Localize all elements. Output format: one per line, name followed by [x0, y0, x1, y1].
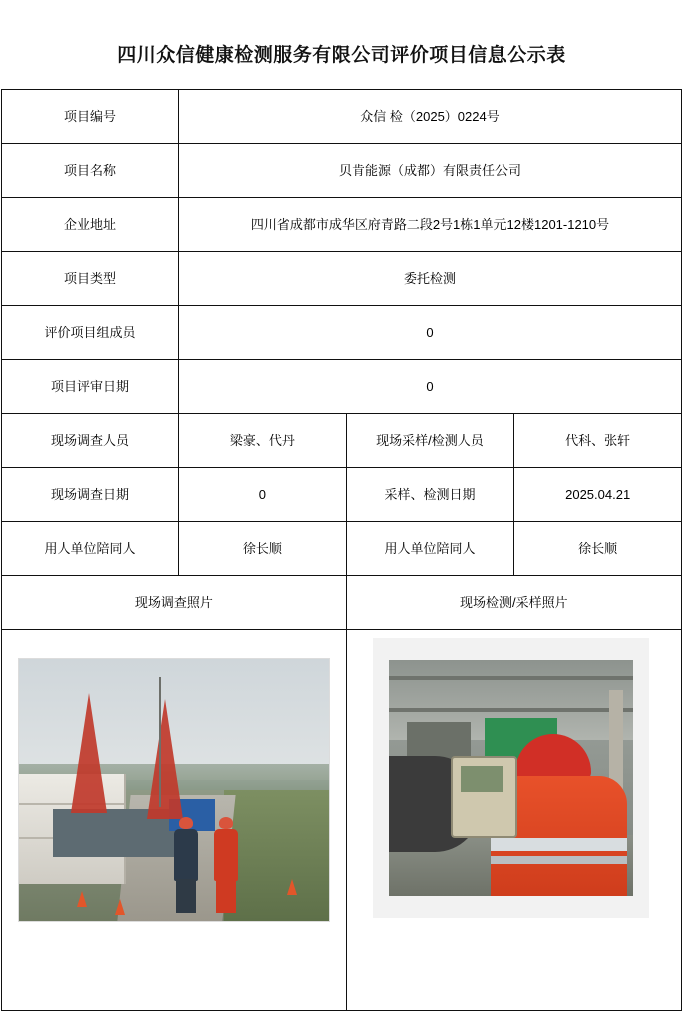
photo-traffic-cone	[77, 891, 87, 907]
project-name-value: 贝肯能源（成都）有限责任公司	[179, 144, 682, 198]
photo-detector-screen	[461, 766, 503, 792]
photo-derrick	[71, 693, 107, 813]
project-no-label: 项目编号	[2, 90, 179, 144]
accompany-label-left: 用人单位陪同人	[2, 522, 179, 576]
photo-person-helmet	[219, 817, 233, 829]
photo-beam	[389, 708, 633, 712]
table-row	[2, 468, 682, 522]
photo-person-legs	[176, 879, 196, 913]
photo-person	[211, 817, 241, 913]
company-address-label: 企业地址	[2, 198, 179, 252]
photo-derrick	[147, 699, 183, 819]
photo-person-body	[214, 829, 238, 881]
project-type-label: 项目类型	[2, 252, 179, 306]
photo-traffic-cone	[115, 899, 125, 915]
accompany-value-right: 徐长顺	[514, 522, 682, 576]
table-row	[2, 252, 682, 306]
accompany-label-right: 用人单位陪同人	[346, 522, 514, 576]
review-date-value: 0	[179, 360, 682, 414]
accompany-value-left: 徐长顺	[179, 522, 347, 576]
detection-photo	[373, 638, 649, 918]
project-info-table	[1, 89, 682, 1011]
detection-photo-inner	[389, 660, 633, 896]
sampling-date-value: 2025.04.21	[514, 468, 682, 522]
company-address-value: 四川省成都市成华区府青路二段2号1栋1单元12楼1201-1210号	[179, 198, 682, 252]
page-title: 四川众信健康检测服务有限公司评价项目信息公示表	[117, 45, 566, 66]
table-row	[2, 90, 682, 144]
survey-photo-container	[6, 630, 342, 1010]
table-row	[2, 522, 682, 576]
project-type-value: 委托检测	[179, 252, 682, 306]
table-row	[2, 144, 682, 198]
table-row	[2, 306, 682, 360]
sampling-date-label: 采样、检测日期	[346, 468, 514, 522]
project-no-value: 众信 检（2025）0224号	[179, 90, 682, 144]
photo-right-cell	[346, 630, 681, 1011]
photo-reflective-stripe	[491, 856, 627, 864]
table-row	[2, 576, 682, 630]
survey-photo	[18, 658, 330, 922]
photo-person	[171, 817, 201, 913]
survey-staff-label: 现场调查人员	[2, 414, 179, 468]
photo-person-legs	[216, 879, 236, 913]
table-row	[2, 414, 682, 468]
table-row	[2, 630, 682, 1011]
photo-left-header: 现场调查照片	[2, 576, 347, 630]
detection-photo-container	[351, 630, 677, 1010]
photo-left-cell	[2, 630, 347, 1011]
photo-reflective-stripe	[491, 838, 627, 851]
project-name-label: 项目名称	[2, 144, 179, 198]
review-date-label: 项目评审日期	[2, 360, 179, 414]
survey-staff-value: 梁豪、代丹	[179, 414, 347, 468]
photo-person-helmet	[179, 817, 193, 829]
team-value: 0	[179, 306, 682, 360]
photo-beam	[389, 676, 633, 680]
survey-date-value: 0	[179, 468, 347, 522]
survey-date-label: 现场调查日期	[2, 468, 179, 522]
team-label: 评价项目组成员	[2, 306, 179, 360]
photo-person-body	[174, 829, 198, 881]
table-row	[2, 360, 682, 414]
sampling-staff-label: 现场采样/检测人员	[346, 414, 514, 468]
photo-right-header: 现场检测/采样照片	[346, 576, 681, 630]
photo-pole	[159, 677, 161, 807]
photo-traffic-cone	[287, 879, 297, 895]
photo-detector-device	[451, 756, 517, 838]
sampling-staff-value: 代科、张轩	[514, 414, 682, 468]
table-row	[2, 198, 682, 252]
